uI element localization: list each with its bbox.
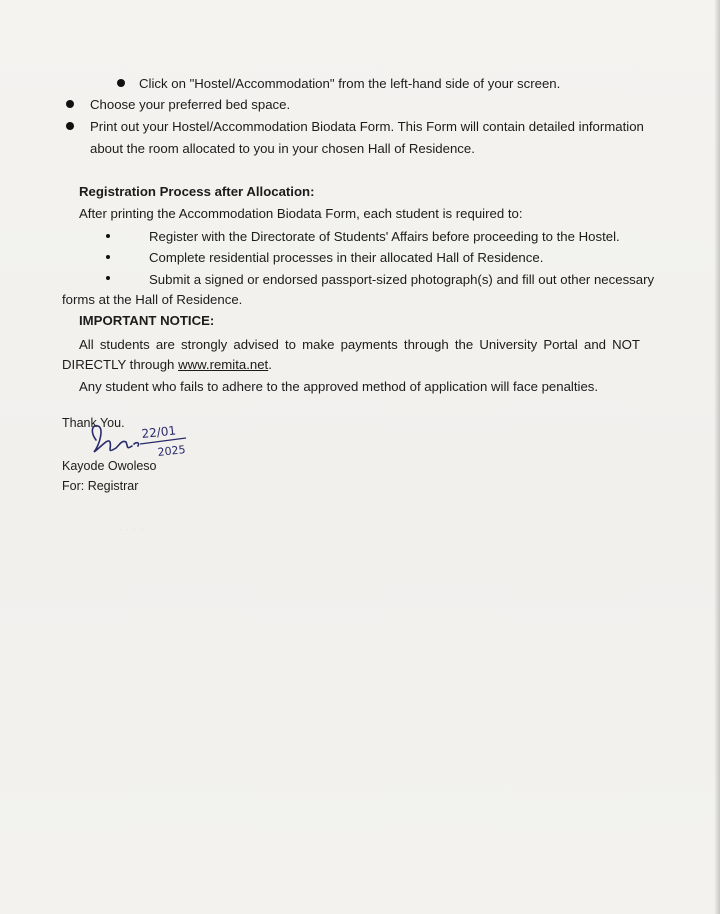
thank-you: Thank You.: [62, 416, 125, 430]
step-3-line-2: about the room allocated to you in your chosen Hall of Residence.: [90, 141, 475, 156]
registration-item-3: Submit a signed or endorsed passport-sized photograph(s) and fill out other necessary: [149, 272, 655, 287]
bullet-icon: [66, 122, 74, 130]
registration-item-2: Complete residential processes in their allocated Hall of Residence.: [149, 250, 544, 265]
registration-continuation: forms at the Hall of Residence.: [62, 292, 243, 307]
notice-heading: IMPORTANT NOTICE:: [79, 313, 215, 328]
bullet-icon: [106, 276, 110, 280]
notice-line-2-suffix: .: [268, 357, 272, 372]
registration-intro: After printing the Accommodation Biodata Form, each student is required to:: [79, 206, 523, 221]
notice-line-2: [62, 356, 272, 373]
svg-text:2025: 2025: [156, 443, 187, 459]
notice-line-3: Any student who fails to adhere to the approved method of application will face penalties.: [79, 379, 599, 394]
page-edge-shadow: [714, 0, 720, 914]
bullet-icon: [66, 100, 74, 108]
signatory-name: Kayode Owoleso: [62, 459, 157, 473]
remita-link[interactable]: www.remita.net: [178, 357, 269, 372]
bullet-icon: [117, 79, 125, 87]
step-3-line-1: Print out your Hostel/Accommodation Biodata Form. This Form will contain detailed information: [90, 119, 644, 134]
signatory-role: For: Registrar: [62, 479, 139, 493]
step-1: Click on "Hostel/Accommodation" from the left-hand side of your screen.: [139, 76, 561, 91]
registration-heading: Registration Process after Allocation:: [79, 184, 315, 199]
svg-text:22/01: 22/01: [140, 423, 177, 441]
bullet-icon: [106, 234, 110, 238]
notice-line-2-prefix: DIRECTLY through: [62, 357, 179, 372]
bullet-icon: [106, 255, 110, 259]
registration-item-1: Register with the Directorate of Students' Affairs before proceeding to the Hostel.: [149, 229, 620, 244]
step-2: Choose your preferred bed space.: [90, 97, 291, 112]
notice-line-1: All students are strongly advised to make payments through the University Portal and NOT: [79, 337, 640, 352]
bleed-through-text: · · · ·: [118, 522, 144, 536]
